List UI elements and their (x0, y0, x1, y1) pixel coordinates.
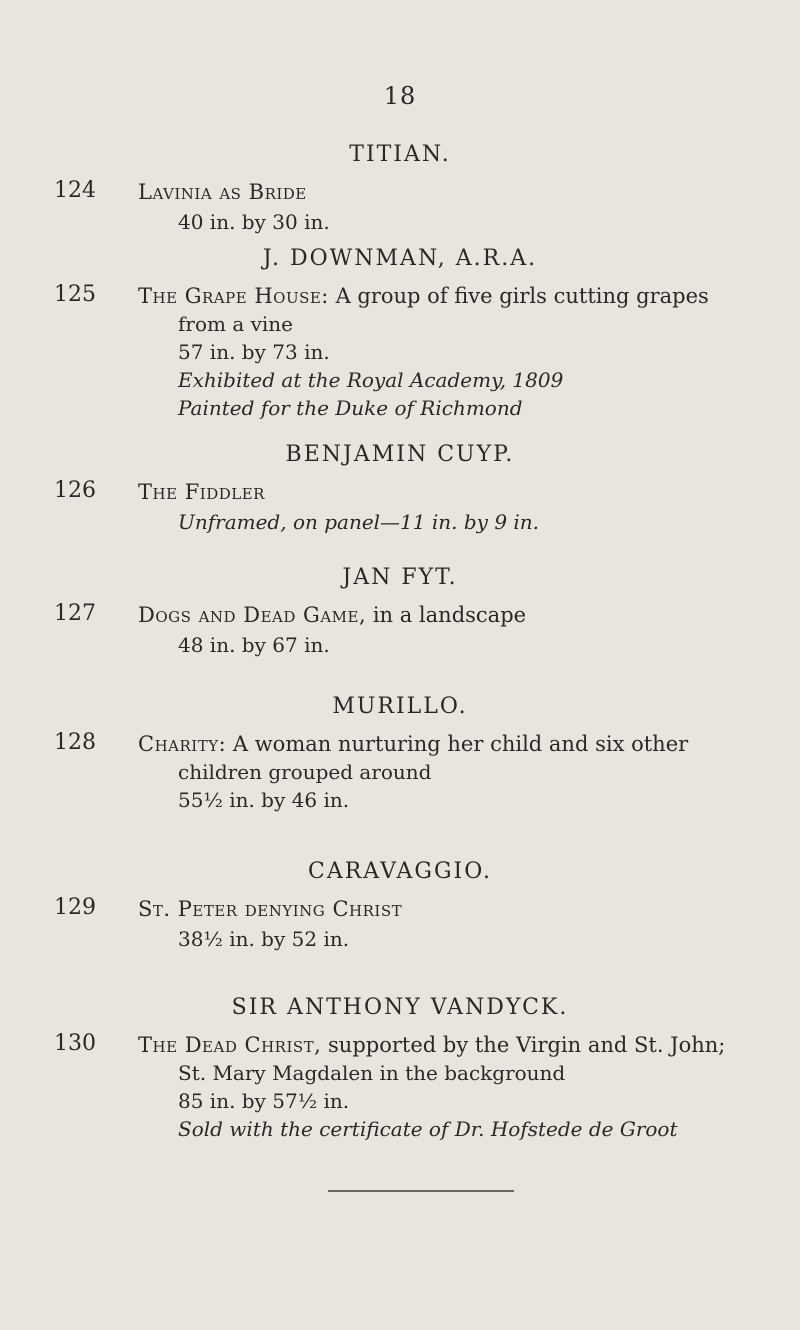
dimensions: 38½ in. by 52 in. (178, 927, 350, 951)
dimensions: 85 in. by 57½ in. (178, 1089, 350, 1113)
lot-title-smallcaps: Lavinia as Bride (138, 180, 307, 204)
lot-title-smallcaps: Charity: (138, 732, 227, 756)
lot-title-rest: in a landscape (366, 603, 527, 627)
lot-title-smallcaps: St. Peter denying Christ (138, 897, 403, 921)
lot-number: 129 (54, 895, 96, 920)
lot-title-rest: A group of five girls cutting grapes (328, 284, 709, 308)
dimensions: 55½ in. by 46 in. (178, 788, 350, 812)
lot-title-rest: A woman nurturing her child and six other (226, 732, 689, 756)
artist-heading: JAN FYT. (342, 565, 458, 590)
dimensions: Unframed, on panel—11 in. by 9 in. (178, 510, 540, 534)
artist-heading: J. DOWNMAN, A.R.A. (262, 246, 538, 271)
title-continuation: children grouped around (178, 760, 432, 784)
lot-number: 128 (54, 730, 96, 755)
lot-number: 127 (54, 601, 96, 626)
lot-title (138, 730, 778, 759)
title-continuation: St. Mary Magdalen in the background (178, 1061, 566, 1085)
lot-title (138, 895, 778, 924)
lot-title (138, 601, 778, 630)
lot-title (138, 478, 778, 507)
artist-heading: TITIAN. (349, 142, 451, 167)
lot-title-rest: supported by the Virgin and St. John; (321, 1033, 726, 1057)
lot-title-smallcaps: The Grape House: (138, 284, 329, 308)
lot-title (138, 178, 778, 207)
dimensions: 48 in. by 67 in. (178, 633, 330, 657)
title-continuation: from a vine (178, 312, 294, 336)
lot-title-smallcaps: The Dead Christ, (138, 1033, 322, 1057)
page-number: 18 (383, 82, 417, 110)
lot-number: 126 (54, 478, 96, 503)
lot-title-smallcaps: Dogs and Dead Game, (138, 603, 367, 627)
lot-number: 130 (54, 1031, 96, 1056)
artist-heading: SIR ANTHONY VANDYCK. (231, 995, 569, 1020)
artist-heading: CARAVAGGIO. (308, 859, 492, 884)
lot-title-smallcaps: The Fiddler (138, 480, 265, 504)
dimensions: 57 in. by 73 in. (178, 340, 330, 364)
dimensions: 40 in. by 30 in. (178, 210, 330, 234)
provenance-note: Painted for the Duke of Richmond (178, 396, 523, 420)
lot-number: 124 (54, 178, 96, 203)
certificate-note: Sold with the certificate of Dr. Hofstede de Groot (178, 1117, 678, 1141)
lot-title (138, 282, 778, 311)
artist-heading: BENJAMIN CUYP. (285, 442, 515, 467)
end-rule (328, 1190, 514, 1192)
lot-number: 125 (54, 282, 96, 307)
artist-heading: MURILLO. (332, 694, 468, 719)
exhibition-note: Exhibited at the Royal Academy, 1809 (178, 368, 564, 392)
lot-title (138, 1031, 778, 1060)
